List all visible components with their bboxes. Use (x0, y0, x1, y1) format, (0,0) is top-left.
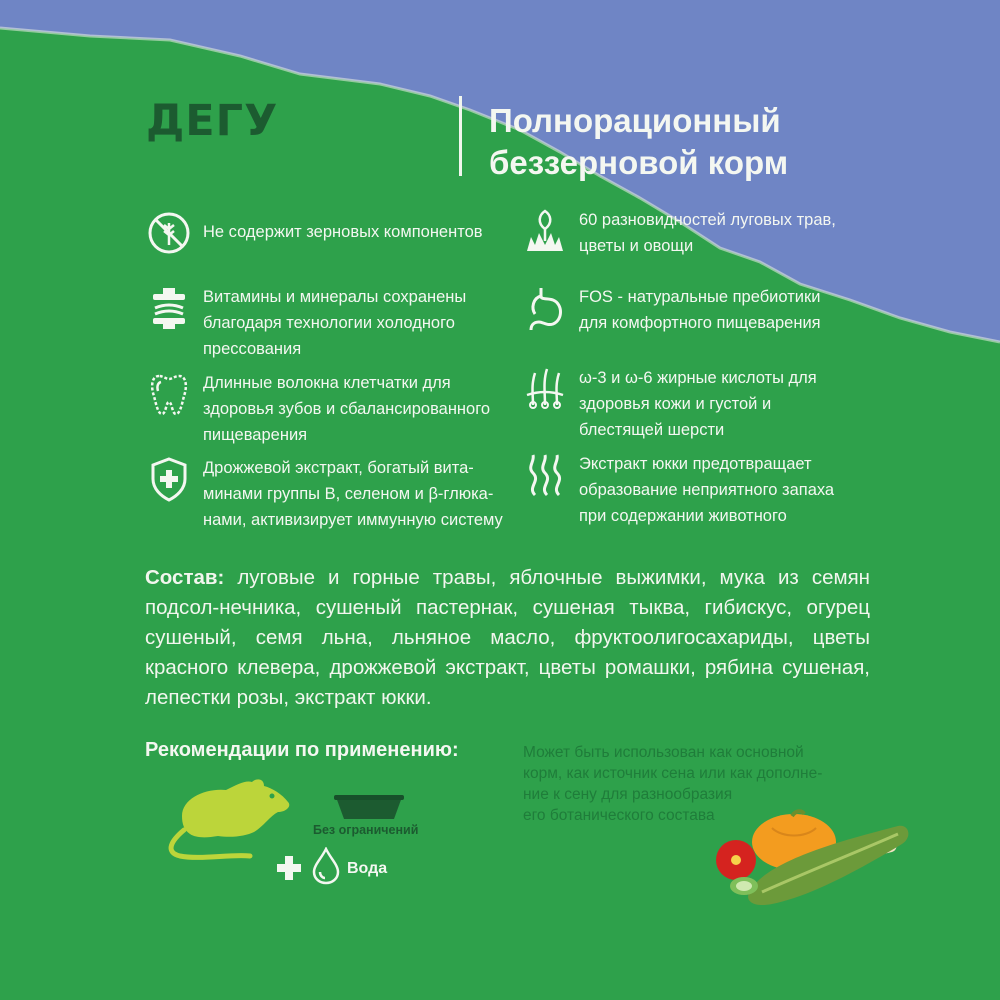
recommendations-title: Рекомендации по применению: (145, 739, 459, 761)
composition-paragraph (145, 563, 870, 713)
feature-immune (145, 455, 503, 533)
composition-text: луговые и горные травы, яблочные выжимки, мука из семян подсол-нечника, сушеный пастернак, сушеная тыква, гибискус, огурец сушеный, семя льна, льняное масло, фруктоолигосахариды, цветы красного клевера, дрожжевой экстракт, цветы ромашки, рябина сушеная, лепестки розы, экстракт юкки. (145, 566, 870, 709)
feature-cold-press (145, 284, 466, 362)
feature-text: Не содержит зерновых компонентов (203, 223, 483, 241)
no-grain-icon (145, 209, 193, 257)
tooth-icon (145, 370, 193, 418)
feature-meadow-herbs (521, 207, 836, 259)
feature-text: Дрожжевой экстракт, богатый вита- минами группы В, селеном и β-глюка- нами, активизирует иммунную систему (203, 459, 503, 529)
degu-silhouette-icon (160, 776, 310, 862)
hair-follicle-icon (521, 365, 569, 413)
usage-note: Может быть использован как основной корм, как источник сена или как дополне- ние к сену для разнообразия его ботанического состава (523, 744, 823, 824)
title-divider (459, 96, 462, 176)
feature-text: Экстракт юкки предотвращает образование неприятного запаха при содержании животного (579, 455, 835, 525)
feature-omega (521, 365, 817, 443)
shield-cross-icon (145, 455, 193, 503)
vegetables-illustration (712, 808, 912, 918)
product-title: ДЕГУ (146, 96, 279, 146)
water-label: Вода (347, 860, 388, 877)
composition-label: Состав: (145, 566, 225, 589)
feature-text: Длинные волокна клетчатки для здоровья зубов и сбалансированного пищеварения (203, 374, 491, 444)
feature-tooth (145, 370, 490, 448)
meadow-herbs-icon (521, 207, 569, 255)
feature-text: FOS - натуральные пребиотики для комфортного пищеварения (579, 288, 821, 332)
food-bowl-icon (334, 793, 404, 823)
odor-waves-icon (521, 451, 569, 499)
feature-text: Витамины и минералы сохранены благодаря технологии холодного прессования (203, 288, 467, 358)
feature-prebiotics (521, 284, 821, 336)
cold-press-icon (145, 284, 193, 332)
feature-text: 60 разновидностей луговых трав, цветы и овощи (579, 211, 836, 255)
product-subtitle: Полнорационный беззерновой корм (489, 102, 789, 181)
feature-yucca (521, 451, 834, 529)
feature-text: ω-3 и ω-6 жирные кислоты для здоровья кожи и густой и блестящей шерсти (579, 369, 817, 439)
feature-no-grain (145, 209, 483, 257)
bowl-label: Без ограничений (313, 823, 419, 837)
plus-icon (277, 856, 301, 880)
water-drop-icon (311, 847, 341, 885)
stomach-icon (521, 284, 569, 332)
